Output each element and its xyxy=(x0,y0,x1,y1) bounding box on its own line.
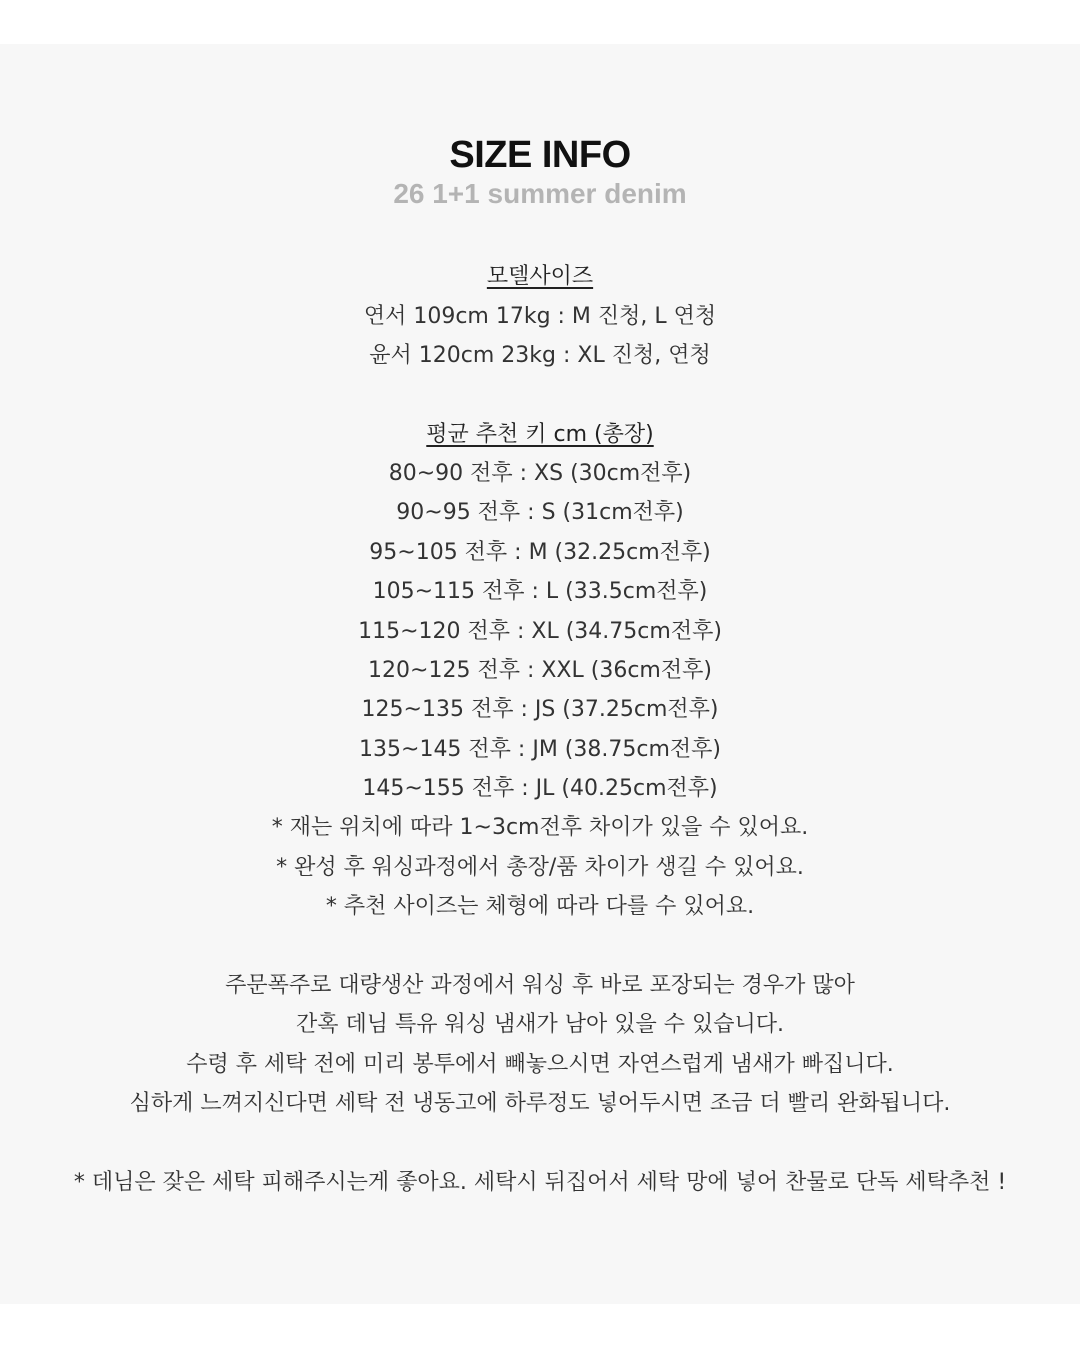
model-size-heading: 모델사이즈 xyxy=(486,264,594,289)
size-row-jm: 135~145 전후 : JM (38.75cm전후) xyxy=(359,737,721,762)
size-row-xs: 80~90 전후 : XS (30cm전후) xyxy=(388,461,692,486)
size-row-s: 90~95 전후 : S (31cm전후) xyxy=(396,500,684,525)
page-title: SIZE INFO xyxy=(449,134,631,176)
size-row-xxl: 120~125 전후 : XXL (36cm전후) xyxy=(368,658,712,683)
size-row-js: 125~135 전후 : JS (37.25cm전후) xyxy=(361,697,719,722)
page-subtitle: 26 1+1 summer denim xyxy=(393,178,687,209)
size-note: * 재는 위치에 따라 1~3cm전후 차이가 있을 수 있어요. xyxy=(271,815,809,840)
size-row-jl: 145~155 전후 : JL (40.25cm전후) xyxy=(362,776,718,801)
size-row-xl: 115~120 전후 : XL (34.75cm전후) xyxy=(358,619,722,644)
size-note: * 완성 후 워싱과정에서 총장/품 차이가 생길 수 있어요. xyxy=(276,855,804,880)
model-size-line: 윤서 120cm 23kg : XL 진청, 연청 xyxy=(369,343,711,368)
size-note: * 추천 사이즈는 체형에 따라 다를 수 있어요. xyxy=(325,894,755,919)
size-row-m: 95~105 전후 : M (32.25cm전후) xyxy=(369,540,711,565)
size-row-l: 105~115 전후 : L (33.5cm전후) xyxy=(372,579,708,604)
model-size-line: 연서 109cm 17kg : M 진청, L 연청 xyxy=(363,304,717,329)
notice-line: 수령 후 세탁 전에 미리 봉투에서 빼놓으시면 자연스럽게 냄새가 빠집니다. xyxy=(186,1052,894,1077)
notice-line: 간혹 데님 특유 워싱 냄새가 남아 있을 수 있습니다. xyxy=(296,1012,784,1037)
care-instruction: * 데님은 잦은 세탁 피해주시는게 좋아요. 세탁시 뒤집어서 세탁 망에 넣어 찬물로 단독 세탁추천 ! xyxy=(73,1170,1007,1195)
notice-line: 심하게 느껴지신다면 세탁 전 냉동고에 하루정도 넣어두시면 조금 더 빨리 완화됩니다. xyxy=(129,1091,951,1116)
notice-line: 주문폭주로 대량생산 과정에서 워싱 후 바로 포장되는 경우가 많아 xyxy=(225,973,855,998)
size-chart-heading: 평균 추천 키 cm (총장) xyxy=(426,422,654,447)
